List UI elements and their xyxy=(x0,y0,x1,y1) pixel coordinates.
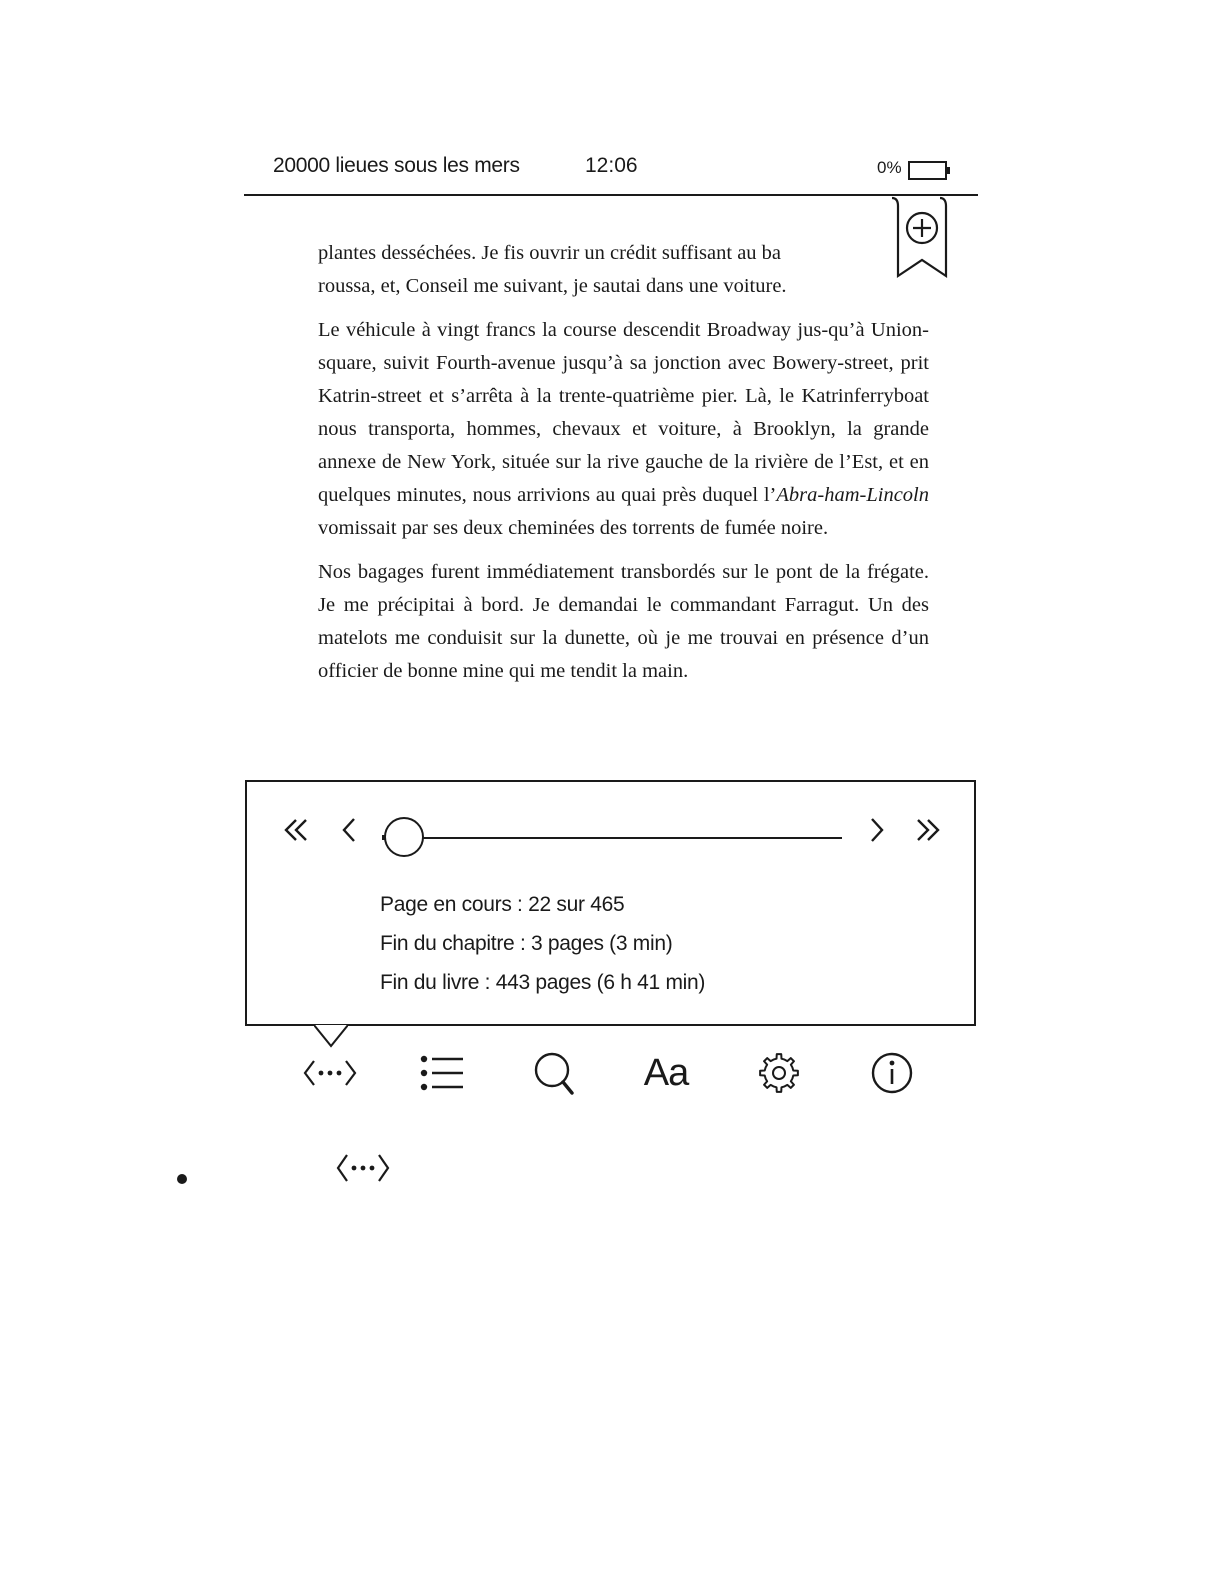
book-page-text xyxy=(318,237,929,699)
paragraph-1-line-1: plantes desséchées. Je fis ouvrir un crédit suffisant au ba xyxy=(318,242,782,264)
chapter-end-text: Fin du chapitre : 3 pages (3 min) xyxy=(380,932,673,955)
settings-icon[interactable] xyxy=(751,1048,807,1098)
ship-name: Abra-ham-Lincoln xyxy=(776,484,929,506)
next-page-button[interactable] xyxy=(856,810,896,850)
paragraph-1 xyxy=(318,237,929,303)
first-page-button[interactable] xyxy=(276,810,316,850)
font-icon-label: Aa xyxy=(643,1052,689,1094)
page-slider-track[interactable] xyxy=(382,837,842,839)
book-end-text: Fin du livre : 443 pages (6 h 41 min) xyxy=(380,971,706,994)
current-page-text: Page en cours : 22 sur 465 xyxy=(380,893,625,916)
paragraph-2-text-b: vomissait par ses deux cheminées des torrents de fumée noire. xyxy=(318,517,829,539)
previous-page-button[interactable] xyxy=(330,810,370,850)
list-bullet xyxy=(177,1174,187,1184)
clock: 12:06 xyxy=(585,154,638,177)
book-title: 20000 lieues sous les mers xyxy=(273,154,520,177)
popup-pointer xyxy=(314,1024,348,1048)
navigation-icon[interactable] xyxy=(302,1048,358,1098)
paragraph-2 xyxy=(318,314,929,545)
battery-percentage: 0% xyxy=(877,158,902,177)
add-bookmark-icon[interactable] xyxy=(890,196,954,280)
paragraph-3: Nos bagages furent immédiatement transbordés sur le pont de la frégate. Je me précipitai à bord. Je demandai le commandant Farragut. Un des matelots me conduisit sur la dunette, où je me trouvai en présence d’un officier de bonne mine qui me tendit la main. xyxy=(318,561,929,682)
paragraph-2-text-a: Le véhicule à vingt francs la course descendit Broadway jus-qu’à Union-square, suivit Fourth-avenue jusqu’à sa jonction avec Bowery-street, prit Katrin-street et s’arrêta à la trente-quatrième pier. Là, le Katrinferryboat nous transporta, hommes, chevaux et voiture, à Brooklyn, la grande annexe de New York, située sur la rive gauche de la rivière de l’Est, et en quelques minutes, nous arrivions au quai près duquel l’ xyxy=(318,319,929,506)
battery-icon xyxy=(908,160,952,182)
navigation-icon xyxy=(336,1150,390,1186)
page-slider-thumb[interactable] xyxy=(384,817,424,857)
font-icon[interactable] xyxy=(638,1048,694,1098)
info-icon[interactable] xyxy=(864,1048,920,1098)
header-divider xyxy=(244,194,978,196)
last-page-button[interactable] xyxy=(908,810,948,850)
table-of-contents-icon[interactable] xyxy=(415,1048,471,1098)
paragraph-1-line-2: roussa, et, Conseil me suivant, je sautai dans une voiture. xyxy=(318,275,787,297)
search-icon[interactable] xyxy=(527,1048,583,1098)
